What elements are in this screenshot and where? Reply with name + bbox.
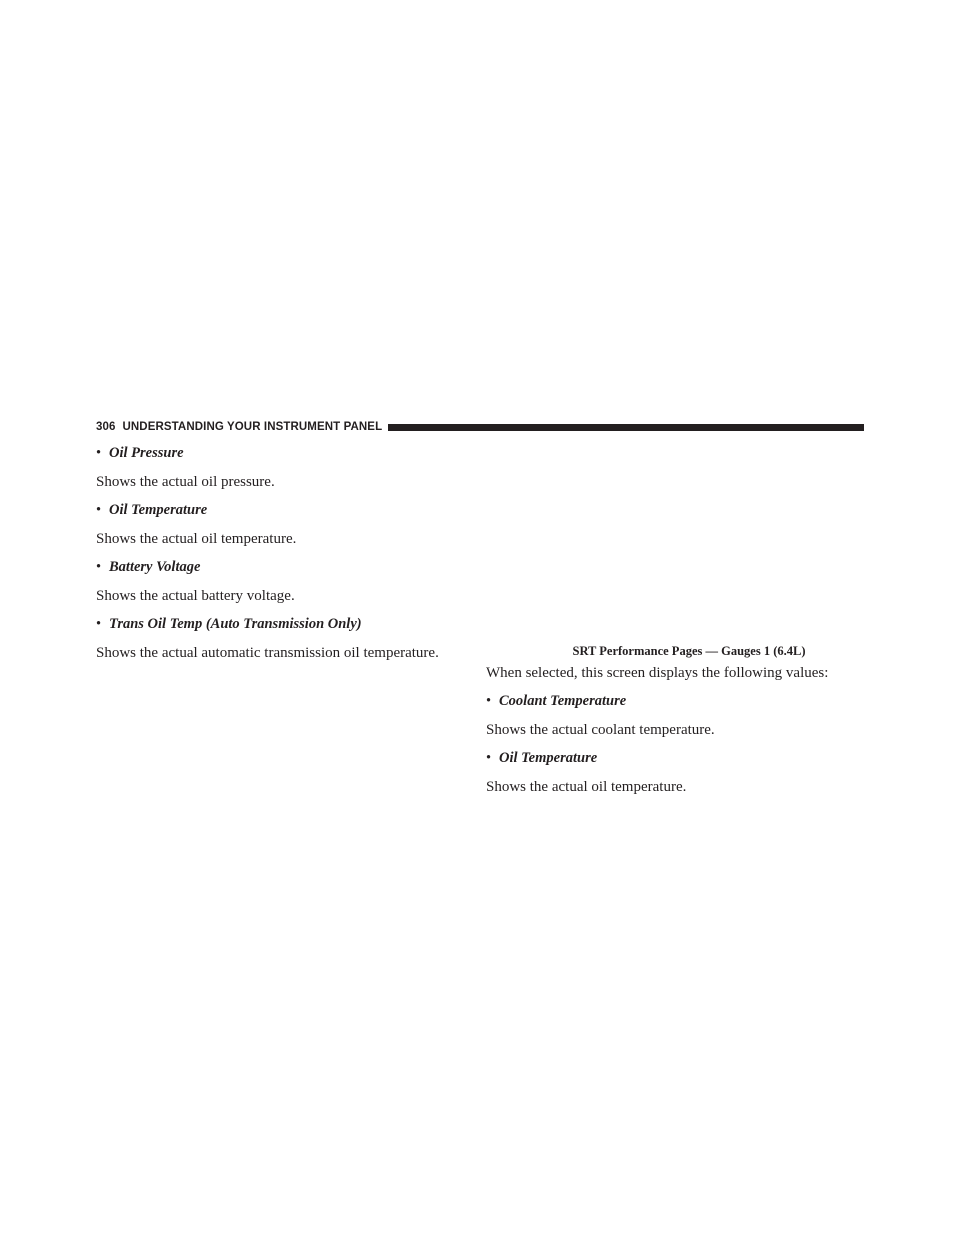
item-description: Shows the actual battery voltage. [96,588,295,604]
bullet-icon: • [96,616,102,632]
bullet-item-battery-voltage [96,557,476,577]
bullet-icon: • [486,693,492,709]
item-description: Shows the actual oil temperature. [486,779,687,795]
bullet-label: Coolant Temperature [499,693,627,709]
bullet-icon: • [96,559,102,575]
bullet-item-coolant-temperature [486,691,876,711]
bullet-label: Trans Oil Temp (Auto Transmission Only) [109,616,362,632]
page-number: 306 [96,421,116,433]
bullet-label: Oil Pressure [109,445,184,461]
bullet-item-oil-temperature-right [486,748,876,768]
item-description: Shows the actual oil pressure. [96,474,275,490]
page-header [96,418,864,436]
bullet-item-trans-oil-temp [96,614,476,634]
item-description: Shows the actual coolant temperature. [486,722,715,738]
item-description: Shows the actual oil temperature. [96,531,297,547]
right-column [486,642,876,797]
bullet-label: Oil Temperature [109,502,208,518]
bullet-label: Battery Voltage [109,559,201,575]
bullet-icon: • [486,750,492,766]
bullet-icon: • [96,445,102,461]
left-column [96,443,476,663]
item-description: Shows the actual automatic transmission oil temperature. [96,645,439,661]
bullet-item-oil-pressure [96,443,476,463]
bullet-item-oil-temperature [96,500,476,520]
bullet-label: Oil Temperature [499,750,598,766]
figure-caption: SRT Performance Pages — Gauges 1 (6.4L) [572,644,806,658]
section-title: UNDERSTANDING YOUR INSTRUMENT PANEL [122,421,383,433]
intro-text: When selected, this screen displays the following values: [486,665,829,681]
header-rule [388,424,864,431]
bullet-icon: • [96,502,102,518]
